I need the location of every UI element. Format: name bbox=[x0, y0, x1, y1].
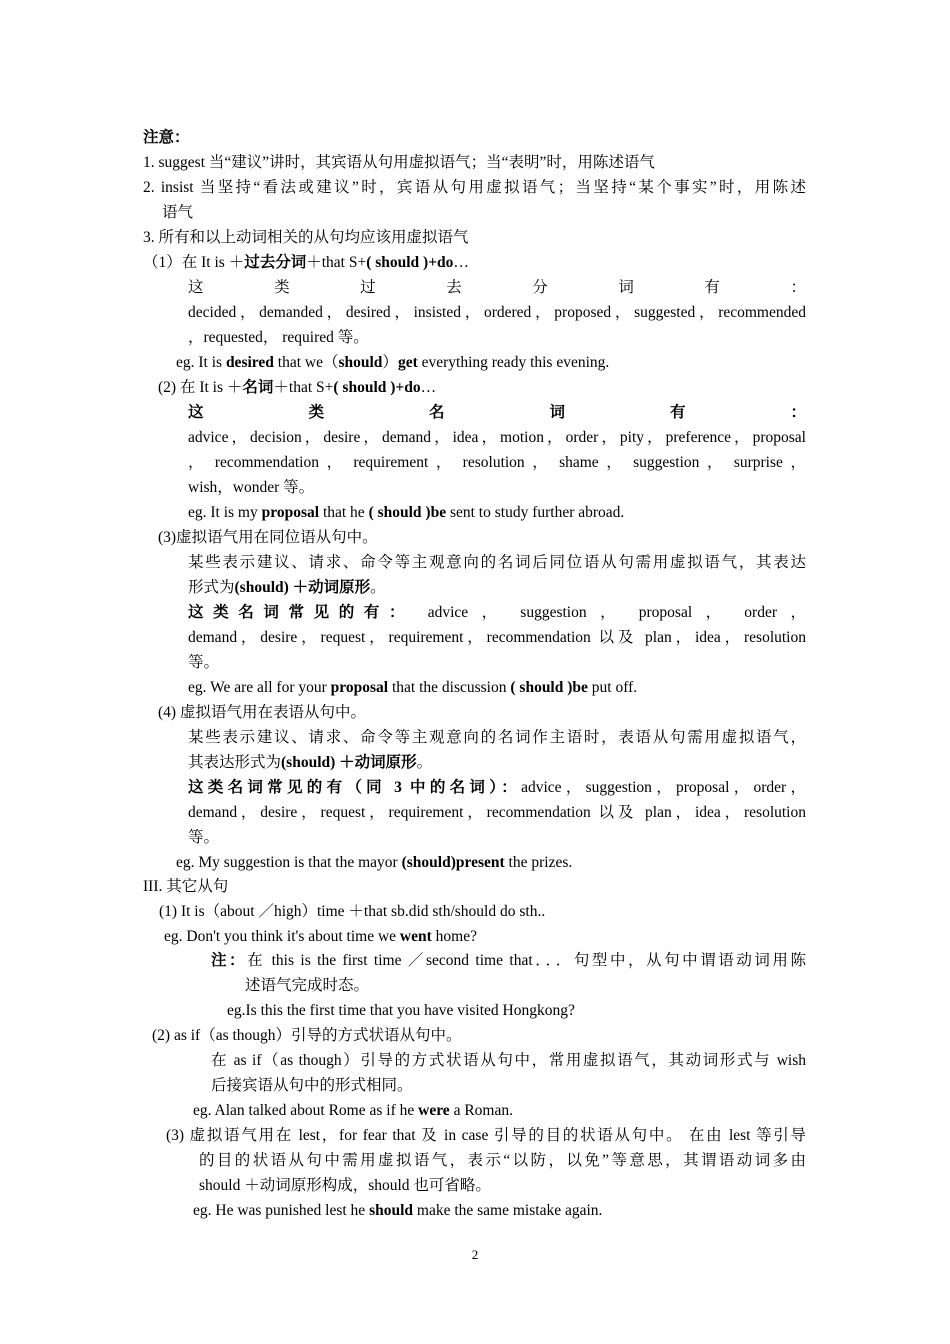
item-3-list-line3: 等。 bbox=[188, 654, 220, 671]
page-number: 2 bbox=[471, 1247, 479, 1262]
item-4-list-line2: demand，desire，request，requirement，recommendation 以及 plan，idea，resolution bbox=[188, 804, 806, 821]
item-1-list-line2: ，requested， required 等。 bbox=[188, 329, 369, 346]
note-2-line2: 语气 bbox=[162, 204, 194, 221]
item-3-list-line2: demand，desire，request，requirement，recommendation 以及 plan，idea，resolution bbox=[188, 629, 806, 646]
item-2-example: eg. It is my proposal that he ( should )be sent to study further abroad. bbox=[188, 504, 625, 521]
iii-2-desc-line2: 后接宾语从句中的形式相同。 bbox=[211, 1077, 413, 1094]
section-iii-heading: III. 其它从句 bbox=[143, 878, 229, 895]
note-2-line1: 2. insist 当坚持“看法或建议”时，宾语从句用虚拟语气；当坚持“某个事实”时，用陈述 bbox=[143, 179, 806, 196]
note-heading: 注意： bbox=[143, 129, 190, 146]
iii-3-line3: should ＋动词原形构成，should 也可省略。 bbox=[199, 1177, 491, 1194]
note-3: 3. 所有和以上动词相关的从句均应该用虚拟语气 bbox=[143, 229, 469, 246]
item-3-heading: (3)虚拟语气用在同位语从句中。 bbox=[158, 529, 378, 546]
iii-1-example: eg. Don't you think it's about time we went home? bbox=[164, 928, 477, 945]
item-2-heading: (2) 在 It is ＋名词＋that S+( should )+do… bbox=[158, 379, 437, 396]
item-4-desc-line1: 某些表示建议、请求、命令等主观意向的名词作主语时，表语从句需用虚拟语气， bbox=[188, 729, 806, 746]
note-1: 1. suggest 当“建议”讲时，其宾语从句用虚拟语气；当“表明”时，用陈述语气 bbox=[143, 154, 655, 171]
iii-1-heading: (1) It is（about ／high）time ＋that sb.did sth/should do sth.. bbox=[159, 903, 546, 920]
item-4-desc-line2: 其表达形式为(should) ＋动词原形。 bbox=[188, 754, 433, 771]
iii-3-line1: (3) 虚拟语气用在 lest，for fear that 及 in case 引导的目的状语从句中。 在由 lest 等引导 bbox=[166, 1127, 806, 1144]
item-2-list-line2: ， recommendation ， requirement ， resolution ， shame ， suggestion ， surprise ， bbox=[188, 454, 806, 471]
item-3-desc-line2: 形式为(should) ＋动词原形。 bbox=[188, 579, 386, 596]
item-4-example: eg. My suggestion is that the mayor (should)present the prizes. bbox=[176, 854, 573, 871]
item-2-list-line1: advice，decision，desire，demand，idea，motion，order，pity，preference，proposal bbox=[188, 429, 806, 446]
item-4-list-line1: 这类名词常见的有（同 3 中的名词）：advice，suggestion，proposal，order， bbox=[188, 779, 806, 796]
item-1-heading: （1）在 It is ＋过去分词＋that S+( should )+do… bbox=[143, 254, 469, 271]
item-1-list-line1: decided，demanded，desired，insisted，ordered，proposed，suggested，recommended bbox=[188, 304, 806, 321]
item-4-heading: (4) 虚拟语气用在表语从句中。 bbox=[158, 704, 366, 721]
iii-3-example: eg. He was punished lest he should make the same mistake again. bbox=[193, 1202, 603, 1219]
item-2-list-line3: wish，wonder 等。 bbox=[188, 479, 315, 496]
item-3-desc-line1: 某些表示建议、请求、命令等主观意向的名词后同位语从句需用虚拟语气，其表达 bbox=[188, 554, 806, 571]
iii-1-note-line2: 述语气完成时态。 bbox=[245, 977, 370, 994]
iii-1-note-example: eg.Is this the first time that you have visited Hongkong? bbox=[227, 1002, 575, 1019]
item-1-example: eg. It is desired that we（should）get everything ready this evening. bbox=[176, 354, 610, 371]
item-3-example: eg. We are all for your proposal that the discussion ( should )be put off. bbox=[188, 679, 638, 696]
item-4-list-line3: 等。 bbox=[188, 829, 220, 846]
item-1-label: 这 类 过 去 分 词 有 ： bbox=[188, 279, 806, 296]
item-2-label: 这 类 名 词 有 ： bbox=[188, 404, 806, 421]
item-3-list-line1: 这类名词常见的有： advice ， suggestion ， proposal ， order ， bbox=[188, 604, 806, 621]
iii-1-note-line1: 注：在 this is the first time ／second time that．．．句型中，从句中谓语动词用陈 bbox=[211, 952, 806, 969]
iii-3-line2: 的目的状语从句中需用虚拟语气，表示“以防，以免”等意思，其谓语动词多由 bbox=[199, 1152, 806, 1169]
iii-2-heading: (2) as if（as though）引导的方式状语从句中。 bbox=[152, 1027, 462, 1044]
iii-2-example: eg. Alan talked about Rome as if he were a Roman. bbox=[193, 1102, 513, 1119]
iii-2-desc-line1: 在 as if（as though）引导的方式状语从句中，常用虚拟语气，其动词形式与 wish bbox=[211, 1052, 806, 1069]
